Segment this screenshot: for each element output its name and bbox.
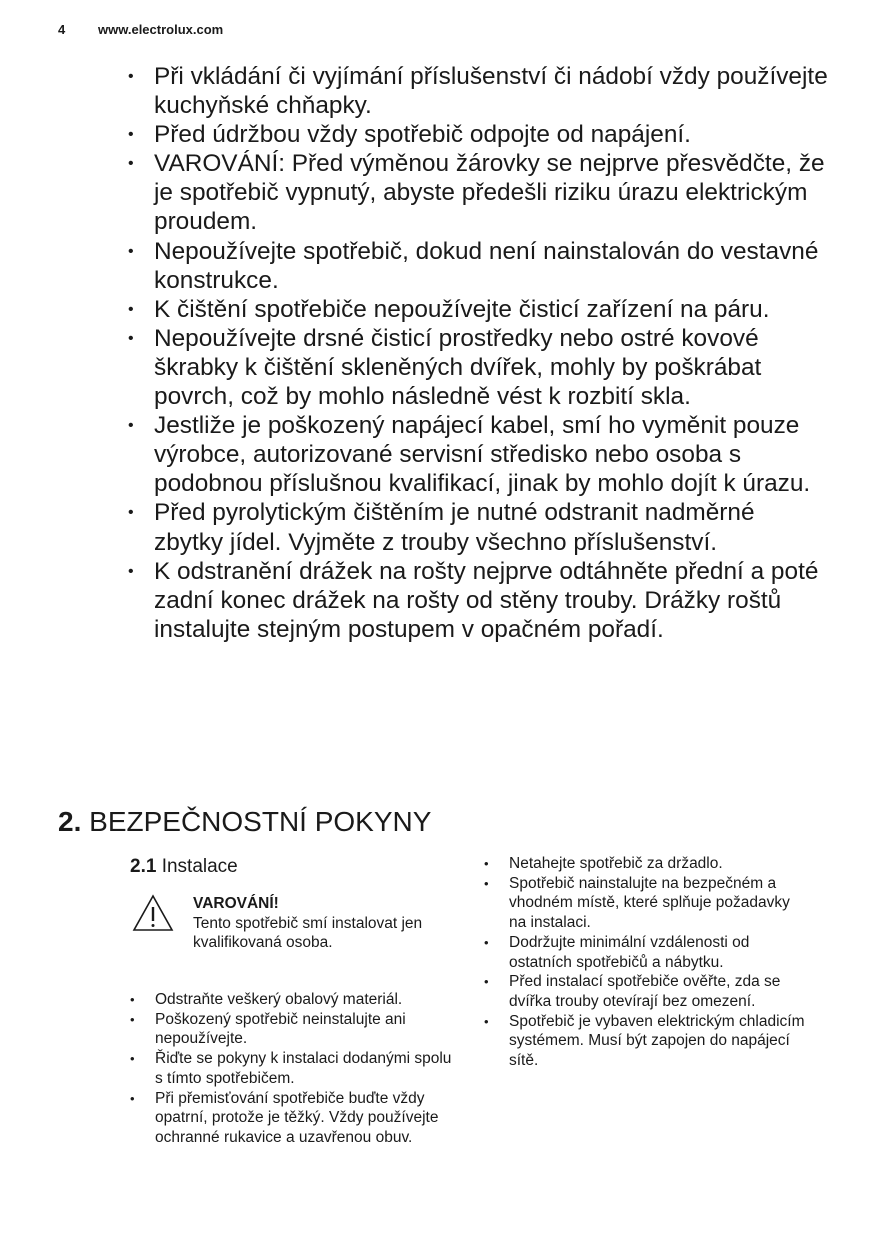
subsection-number: 2.1	[130, 856, 157, 877]
section-title: BEZPEČNOSTNÍ POKYNY	[89, 806, 432, 837]
warning-triangle-icon	[132, 894, 174, 932]
list-item: • Netahejte spotřebič za držadlo.	[484, 854, 809, 874]
warning-body: Tento spotřebič smí instalovat jen kvalifikovaná osoba.	[193, 914, 423, 952]
list-item: • Při přemisťování spotřebiče buďte vždy opatrní, protože je těžký. Vždy používejte ochranné rukavice a uzavřenou obuv.	[130, 1089, 455, 1148]
section-number: 2.	[58, 806, 82, 837]
subsection-title: Instalace	[161, 856, 238, 877]
safety-bullet-list	[128, 62, 828, 644]
list-item: • K čištění spotřebiče nepoužívejte čisticí zařízení na páru.	[128, 295, 828, 324]
list-item: • Před pyrolytickým čištěním je nutné odstranit nadměrné zbytky jídel. Vyjměte z trouby všechno příslušenství.	[128, 498, 828, 556]
list-item: • Jestliže je poškozený napájecí kabel, smí ho vyměnit pouze výrobce, autorizované servisní středisko nebo osoba s podobnou příslušnou kvalifikací, jinak by mohlo dojít k úrazu.	[128, 411, 828, 498]
subsection-heading	[130, 855, 238, 879]
list-item: • Spotřebič je vybaven elektrickým chladicím systémem. Musí být zapojen do napájecí sítě.	[484, 1012, 809, 1071]
list-item: • Odstraňte veškerý obalový materiál.	[130, 990, 455, 1010]
list-item: • Nepoužívejte spotřebič, dokud není nainstalován do vestavné konstrukce.	[128, 237, 828, 295]
section-heading	[58, 802, 431, 842]
warning-text	[193, 894, 433, 953]
installation-list-left	[130, 990, 455, 1148]
list-item: • Při vkládání či vyjímání příslušenství či nádobí vždy používejte kuchyňské chňapky.	[128, 62, 828, 120]
installation-list-right	[484, 854, 809, 1071]
warning-title: VAROVÁNÍ!	[193, 895, 279, 912]
list-item: • Před instalací spotřebiče ověřte, zda se dvířka trouby otevírají bez omezení.	[484, 972, 809, 1011]
page-header	[58, 22, 223, 37]
list-item: • Spotřebič nainstalujte na bezpečném a vhodném místě, které splňuje požadavky na instalaci.	[484, 874, 809, 933]
website-url[interactable]: www.electrolux.com	[98, 22, 224, 37]
warning-box	[132, 894, 432, 984]
page-number: 4	[58, 22, 66, 37]
list-item: • VAROVÁNÍ: Před výměnou žárovky se nejprve přesvědčte, že je spotřebič vypnutý, abyste předešli riziku úrazu elektrickým proudem.	[128, 149, 828, 236]
list-item: • Dodržujte minimální vzdálenosti od ostatních spotřebičů a nábytku.	[484, 933, 809, 972]
list-item: • Nepoužívejte drsné čisticí prostředky nebo ostré kovové škrabky k čištění skleněných dvířek, mohly by poškrábat povrch, což by mohlo následně vést k rozbití skla.	[128, 324, 828, 411]
list-item: • Řiďte se pokyny k instalaci dodanými spolu s tímto spotřebičem.	[130, 1049, 455, 1088]
list-item: • Poškozený spotřebič neinstalujte ani nepoužívejte.	[130, 1010, 455, 1049]
list-item: • K odstranění drážek na rošty nejprve odtáhněte přední a poté zadní konec drážek na rošty od stěny trouby. Drážky roštů instalujte stejným postupem v opačném pořadí.	[128, 557, 828, 644]
list-item: • Před údržbou vždy spotřebič odpojte od napájení.	[128, 120, 828, 149]
